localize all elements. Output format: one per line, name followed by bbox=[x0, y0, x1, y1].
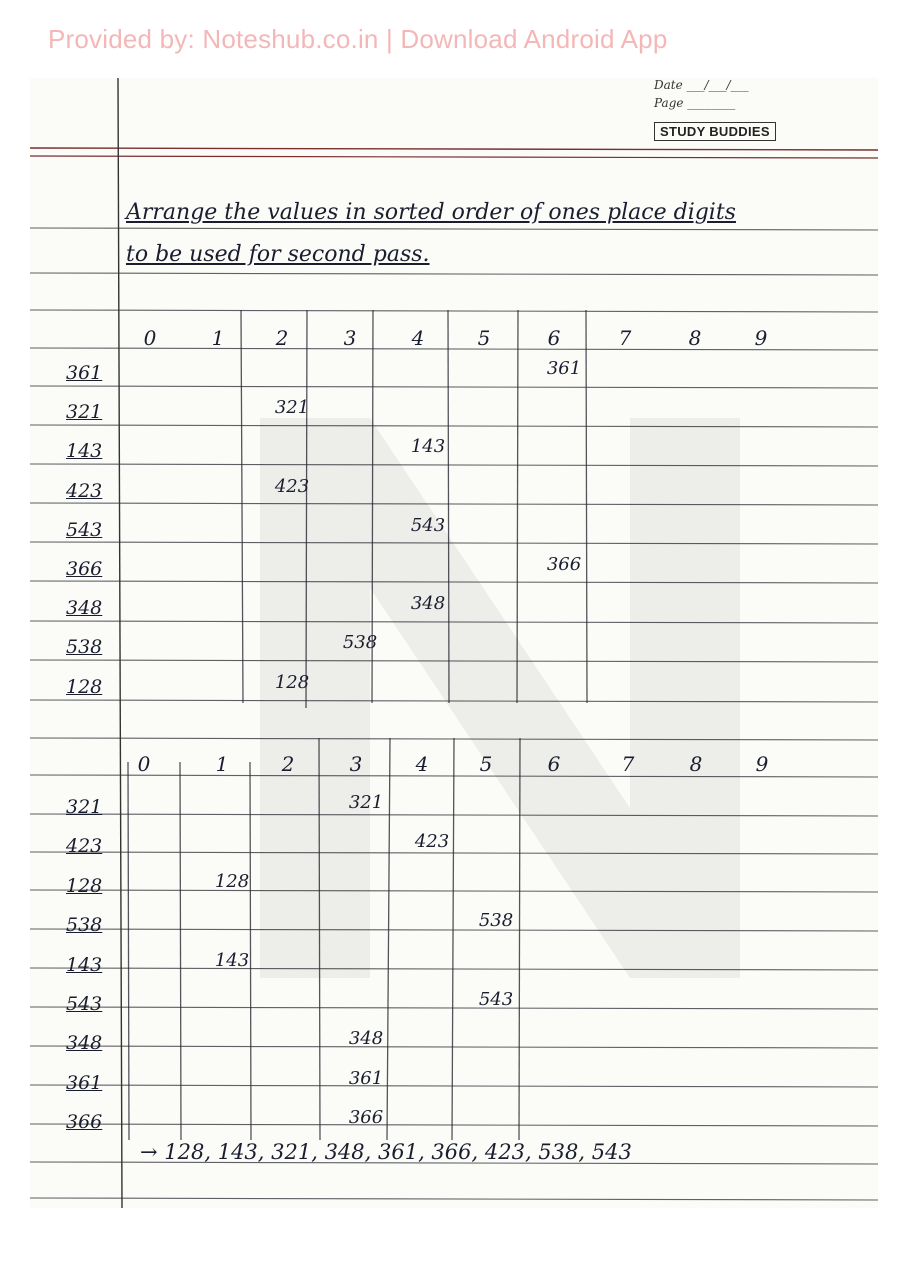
row-label: 361 bbox=[66, 1071, 103, 1094]
row-label: 128 bbox=[66, 874, 103, 897]
bucket-entry: 128 bbox=[274, 671, 310, 693]
row-label: 348 bbox=[66, 1032, 103, 1055]
instruction-line-2: to be used for second pass. bbox=[126, 242, 430, 267]
bucket-entry: 538 bbox=[342, 632, 378, 654]
row-label: 543 bbox=[66, 518, 103, 541]
row-label: 538 bbox=[66, 914, 103, 937]
bucket-header-7: 7 bbox=[621, 752, 635, 776]
bucket-entry: 361 bbox=[348, 1067, 384, 1089]
bucket-header-1: 1 bbox=[215, 752, 229, 776]
bucket-header-8: 8 bbox=[689, 752, 703, 776]
row-label: 538 bbox=[66, 636, 103, 659]
bucket-entry: 348 bbox=[410, 593, 446, 615]
brand-logo: STUDY BUDDIES bbox=[654, 122, 776, 141]
faint-logo-watermark bbox=[240, 378, 760, 998]
bucket-entry: 321 bbox=[348, 792, 384, 813]
bucket-entry: 366 bbox=[348, 1107, 384, 1129]
row-label: 366 bbox=[66, 558, 103, 580]
bucket-entry: 543 bbox=[410, 514, 446, 536]
bucket-entry: 538 bbox=[478, 910, 514, 932]
row-label: 423 bbox=[66, 835, 103, 858]
bucket-header-5: 5 bbox=[479, 752, 493, 776]
bucket-header-3: 3 bbox=[349, 752, 363, 776]
watermark-banner: Provided by: Noteshub.co.in | Download Android App bbox=[48, 24, 668, 54]
bucket-entry: 366 bbox=[546, 554, 582, 575]
notebook-page bbox=[30, 78, 878, 1208]
sorted-result: → 128, 143, 321, 348, 361, 366, 423, 538, 543 bbox=[140, 1140, 632, 1164]
bucket-header-8: 8 bbox=[688, 326, 702, 350]
page-field: Page ________ bbox=[654, 96, 736, 110]
row-label: 543 bbox=[66, 993, 103, 1015]
bucket-header-4: 4 bbox=[411, 326, 425, 350]
bucket-header-2: 2 bbox=[275, 326, 289, 350]
date-field: Date ___/___/___ bbox=[654, 78, 749, 92]
bucket-entry: 143 bbox=[410, 436, 446, 458]
row-label: 321 bbox=[66, 401, 103, 424]
bucket-entry: 143 bbox=[214, 949, 250, 971]
bucket-entry: 543 bbox=[478, 989, 514, 1010]
row-label: 423 bbox=[66, 479, 103, 502]
bucket-entry: 348 bbox=[348, 1028, 384, 1050]
row-label: 366 bbox=[66, 1111, 103, 1134]
bucket-header-0: 0 bbox=[137, 752, 151, 776]
bucket-header-6: 6 bbox=[547, 326, 561, 350]
row-label: 321 bbox=[66, 796, 103, 818]
bucket-header-9: 9 bbox=[755, 752, 769, 776]
bucket-header-0: 0 bbox=[143, 326, 157, 350]
bucket-entry: 423 bbox=[274, 475, 310, 497]
row-label: 143 bbox=[66, 440, 103, 463]
bucket-entry: 128 bbox=[214, 870, 250, 892]
row-label: 128 bbox=[66, 675, 103, 698]
bucket-entry: 423 bbox=[414, 831, 450, 853]
bucket-header-7: 7 bbox=[618, 326, 632, 350]
row-label: 143 bbox=[66, 953, 103, 976]
row-label: 348 bbox=[66, 597, 103, 620]
bucket-header-1: 1 bbox=[211, 326, 225, 350]
bucket-header-6: 6 bbox=[547, 752, 561, 776]
bucket-header-5: 5 bbox=[477, 326, 491, 350]
bucket-header-4: 4 bbox=[415, 752, 429, 776]
bucket-entry: 321 bbox=[274, 397, 310, 419]
bucket-entry: 361 bbox=[546, 358, 582, 379]
bucket-header-2: 2 bbox=[281, 752, 295, 776]
instruction-line-1: Arrange the values in sorted order of ones place digits bbox=[126, 200, 736, 225]
bucket-header-3: 3 bbox=[343, 326, 357, 350]
row-label: 361 bbox=[66, 362, 103, 384]
bucket-header-9: 9 bbox=[754, 326, 768, 350]
